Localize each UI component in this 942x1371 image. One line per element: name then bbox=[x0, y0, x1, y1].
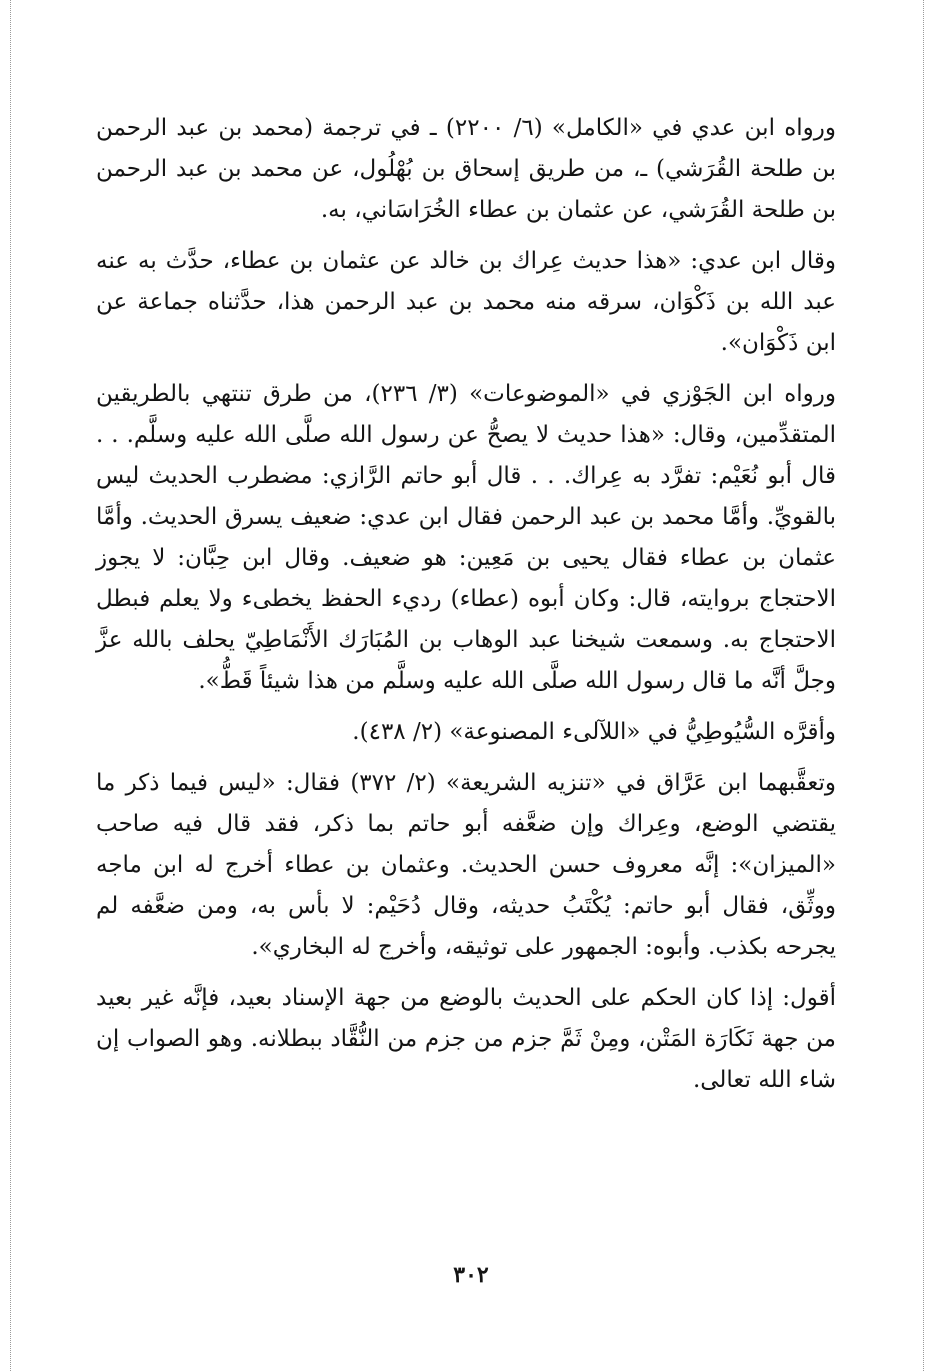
paragraph-ibn-arraq: وتعقَّبهما ابن عَرَّاق في «تنزيه الشريعة» (٢/ ٣٧٢) فقال: «ليس فيما ذكر ما يقتضي الوضع، وعِراك وإن ضعَّفه أبو حاتم بما ذكر، فقد قال فيه صاحب «الميزان»: إنَّه معروف حسن الحديث. وعثمان بن عطاء أخرج له ابن ماجه ووثِّق، فقال أبو حاتم: يُكْتَبُ حديثه، وقال دُحَيْم: لا بأس به، ومن ضعَّفه لم يجرحه بكذب. وأبوه: الجمهور على توثيقه، وأخرج له البخاري». bbox=[96, 770, 836, 960]
scan-edge-left bbox=[10, 0, 11, 1371]
scan-edge-right bbox=[923, 0, 924, 1371]
paragraph-ibn-jawzi: ورواه ابن الجَوْزي في «الموضوعات» (٣/ ٢٣٦)، من طرق تنتهي بالطريقين المتقدِّمين، وقال: «هذا حديث لا يصحُّ عن رسول الله صلَّى الله عليه وسلَّم. . . قال أبو نُعَيْم: تفرَّد به عِراك. . . قال أبو حاتم الرَّازي: مضطرب الحديث ليس بالقويِّ. وأمَّا محمد بن عبد الرحمن فقال ابن عدي: ضعيف يسرق الحديث. وأمَّا عثمان بن عطاء فقال يحيى بن مَعِين: هو ضعيف. وقال ابن حِبَّان: لا يجوز الاحتجاج بروايته، قال: وكان أبوه (عطاء) رديء الحفظ يخطىء ولا يعلم فبطل الاحتجاج به. وسمعت شيخنا عبد الوهاب بن المُبَارَك الأَنْمَاطِيّ يحلف بالله عزَّ وجلَّ أنَّه ما قال رسول الله صلَّى الله عليه وسلَّم من هذا شيئاً قَطُّ». bbox=[96, 381, 836, 694]
page-number: ٣٠٢ bbox=[453, 1262, 489, 1288]
page-body bbox=[96, 108, 836, 1111]
paragraph-conclusion: أقول: إذا كان الحكم على الحديث بالوضع من جهة الإسناد بعيد، فإنَّه غير بعيد من جهة نَكَارَة المَتْن، ومِنْ ثَمَّ جزم من جزم من النُّقَّاد ببطلانه. وهو الصواب إن شاء الله تعالى. bbox=[96, 985, 836, 1093]
paragraph-ibn-adi-kamil: ورواه ابن عدي في «الكامل» (٦/ ٢٢٠٠) ـ في ترجمة (محمد بن عبد الرحمن بن طلحة القُرَشي) ـ، من طريق إسحاق بن بُهْلُول، عن محمد بن عبد الرحمن بن طلحة القُرَشي، عن عثمان بن عطاء الخُرَاسَاني، به. bbox=[96, 115, 836, 223]
paragraph-suyuti: وأقرَّه السُّيُوطِيُّ في «اللآلىء المصنوعة» (٢/ ٤٣٨). bbox=[352, 719, 836, 745]
paragraph-ibn-adi-comment: وقال ابن عدي: «هذا حديث عِراك بن خالد عن عثمان بن عطاء، حدَّث به عنه عبد الله بن ذَكْوَان، سرقه منه محمد بن عبد الرحمن هذا، حدَّثناه جماعة عن ابن ذَكْوَان». bbox=[96, 248, 836, 356]
